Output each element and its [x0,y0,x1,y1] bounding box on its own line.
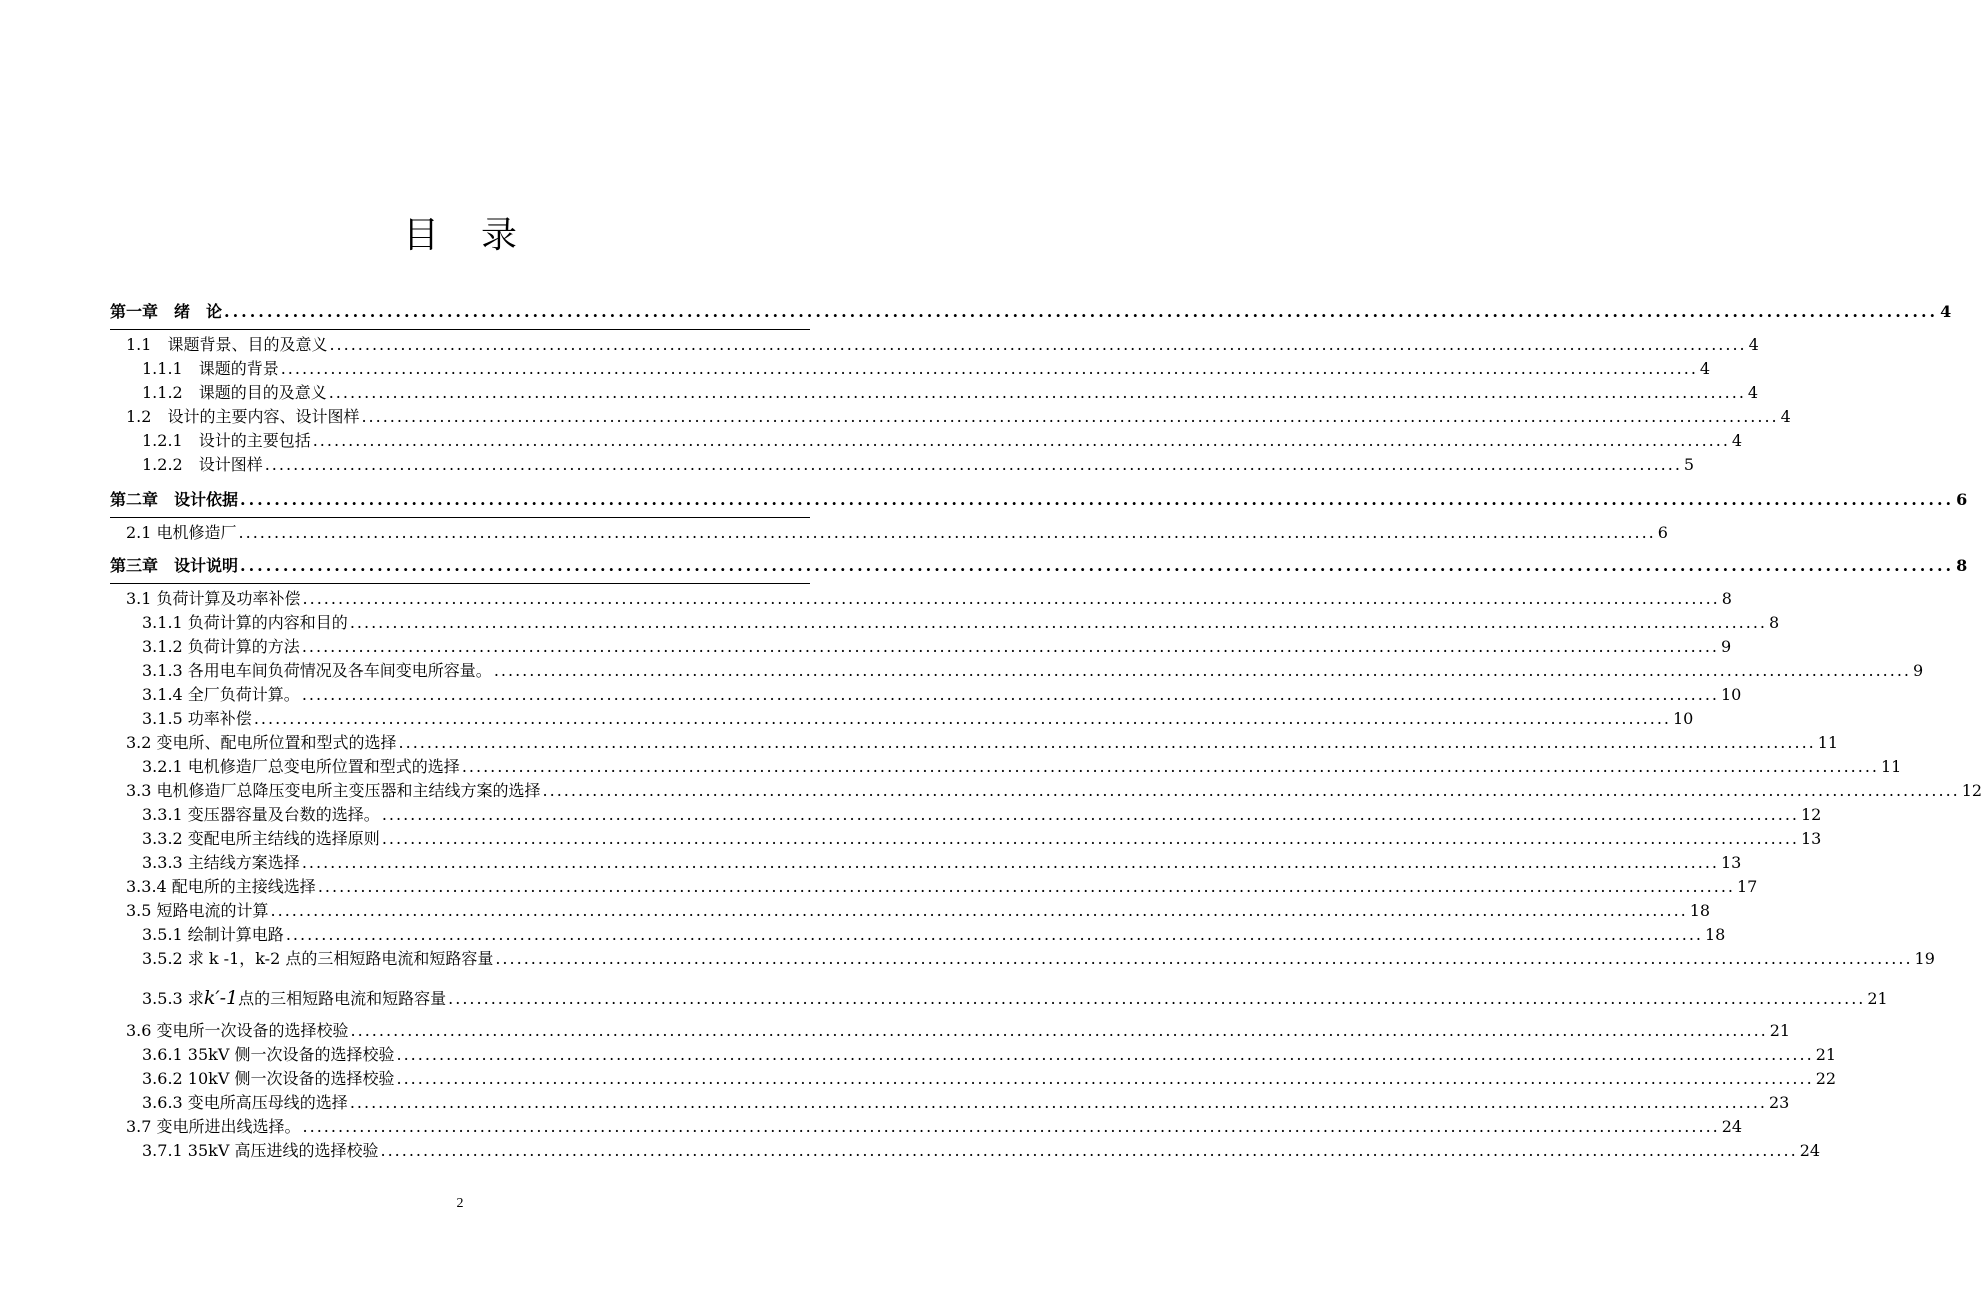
toc-page-number: 23 [1769,1093,1790,1112]
toc-entry-label: 1.2.2 设计图样 [142,455,263,474]
toc-leader: ........................................................................................................................................................................................................ [493,661,1911,680]
toc-entry-label-prefix: 3.5.3 求 [142,989,204,1008]
toc-entry[interactable] [142,661,1924,681]
toc-leader: ........................................................................................................................................................................................................ [312,431,1730,450]
toc-entry[interactable] [142,757,1902,777]
toc-entry[interactable] [142,805,1822,825]
toc-page-number: 4 [1780,407,1791,426]
toc-leader: ........................................................................................................................................................................................................ [253,709,1671,728]
chapter-divider [110,517,810,518]
toc-leader: ........................................................................................................................................................................................................ [329,335,1747,354]
toc-leader: ........................................................................................................................................................................................................ [350,1021,1768,1040]
toc-entry[interactable] [142,987,1888,1009]
toc-leader: ........................................................................................................................................................................................................ [301,637,1719,656]
toc-chapter[interactable] [110,490,1968,510]
toc-page-number: 11 [1881,757,1902,776]
toc-entry[interactable] [142,359,1711,379]
toc-entry[interactable] [142,925,1726,945]
chapter-divider [110,583,810,584]
toc-entry-label: 3.3.1 变压器容量及台数的选择。 [142,805,380,824]
toc-page-number: 17 [1737,877,1758,896]
toc-page-number: 4 [1731,431,1743,450]
toc-entry-label: 3.2 变电所、配电所位置和型式的选择 [126,733,397,752]
toc-entry-label: 3.3 电机修造厂总降压变电所主变压器和主结线方案的选择 [126,781,541,800]
toc-entry-label: 3.1.5 功率补偿 [142,709,252,728]
toc-entry-label: 第三章 设计说明 [110,556,239,575]
toc-page-number: 4 [1748,335,1759,354]
toc-leader: ........................................................................................................................................................................................................ [361,407,1779,426]
toc-entry-label: 3.1 负荷计算及功率补偿 [126,589,301,608]
toc-page-number: 9 [1913,661,1924,680]
toc-entry-label: 3.1.4 全厂负荷计算。 [142,685,300,704]
toc-entry-label: 3.1.1 负荷计算的内容和目的 [142,613,348,632]
toc-leader: ........................................................................................................................................................................................................ [381,805,1799,824]
toc-entry-label: 2.1 电机修造厂 [126,523,237,542]
toc-page-number: 8 [1721,589,1732,608]
toc-page-number: 8 [1956,556,1968,575]
toc-entry[interactable] [142,613,1780,633]
toc-leader: ........................................................................................................................................................................................................ [240,556,1955,575]
toc-entry-label: 3.7 变电所进出线选择。 [126,1117,301,1136]
toc-leader: ........................................................................................................................................................................................................ [328,383,1746,402]
toc-page-number: 4 [1699,359,1711,378]
toc-entry-label: 3.1.2 负荷计算的方法 [142,637,300,656]
toc-entry[interactable] [126,877,1758,897]
toc-page-number: 11 [1817,733,1839,752]
toc-entry[interactable] [142,853,1742,873]
toc-page-number: 13 [1801,829,1822,848]
toc-leader: ........................................................................................................................................................................................................ [270,901,1688,920]
toc-entry[interactable] [126,1021,1791,1041]
toc-page-number: 18 [1689,901,1711,920]
toc-entry-label: 1.1.2 课题的目的及意义 [142,383,327,402]
chapter-divider [110,329,810,330]
toc-leader: ........................................................................................................................................................................................................ [349,613,1767,632]
toc-page-number: 18 [1705,925,1726,944]
toc-entry[interactable] [142,685,1742,705]
toc-leader: ........................................................................................................................................................................................................ [396,1069,1814,1088]
toc-entry[interactable] [142,637,1732,657]
toc-entry-label-suffix: 点的三相短路电流和短路容量 [238,989,447,1008]
toc-entry-label: 第二章 设计依据 [110,490,239,509]
toc-page-number: 10 [1721,685,1742,704]
page-number: 2 [456,1196,464,1211]
toc-entry-label: 3.3.2 变配电所主结线的选择原则 [142,829,380,848]
toc-page-number: 8 [1769,613,1780,632]
toc-leader: ........................................................................................................................................................................................................ [238,523,1656,542]
toc-entry[interactable] [126,523,1668,543]
toc-entry-label: 3.5.1 绘制计算电路 [142,925,284,944]
toc-entry[interactable] [142,829,1822,849]
toc-entry-label: 3.1.3 各用电车间负荷情况及各车间变电所容量。 [142,661,492,680]
toc-page-number: 9 [1721,637,1732,656]
toc-entry-label: 3.5 短路电流的计算 [126,901,269,920]
toc-entry[interactable] [126,589,1732,609]
toc-page-number: 6 [1956,490,1968,509]
toc-entry[interactable] [126,1117,1743,1137]
toc-entry-label: 3.6.2 10kV 侧一次设备的选择校验 [142,1069,395,1088]
toc-page-number: 6 [1657,523,1668,542]
toc-page-number: 21 [1769,1021,1791,1040]
toc-entry[interactable] [142,1045,1837,1065]
toc-leader: ........................................................................................................................................................................................................ [301,853,1719,872]
toc-leader: ........................................................................................................................................................................................................ [302,1117,1720,1136]
toc-entry-math: k′-1 [203,987,239,1009]
toc-leader: ........................................................................................................................................................................................................ [301,685,1719,704]
toc-leader: ........................................................................................................................................................................................................ [285,925,1703,944]
toc-entry-label: 3.6 变电所一次设备的选择校验 [126,1021,349,1040]
toc-entry-label: 3.5.2 求 k -1，k-2 点的三相短路电流和短路容量 [142,949,494,968]
toc-page-number: 4 [1940,302,1952,321]
toc-entry[interactable] [142,1141,1821,1161]
toc-page-number: 12 [1961,781,1982,800]
toc-page-number: 21 [1867,989,1888,1008]
toc-page-number: 10 [1673,709,1694,728]
toc-page-number: 24 [1799,1141,1821,1160]
toc-leader: ........................................................................................................................................................................................................ [396,1045,1814,1064]
toc-entry-label: 3.7.1 35kV 高压进线的选择校验 [142,1141,379,1160]
toc-entry-label: 3.6.3 变电所高压母线的选择 [142,1093,348,1112]
toc-page-number: 22 [1815,1069,1837,1088]
toc-entry-label: 1.2 设计的主要内容、设计图样 [126,407,360,426]
toc-entry-label [142,988,446,1009]
toc-page-number: 4 [1747,383,1759,402]
toc-entry[interactable] [142,431,1743,451]
toc-leader: ........................................................................................................................................................................................................ [542,781,1960,800]
toc-page-number: 12 [1801,805,1822,824]
toc-leader: ........................................................................................................................................................................................................ [398,733,1816,752]
toc-leader: ........................................................................................................................................................................................................ [461,757,1879,776]
toc-page-number: 24 [1721,1117,1743,1136]
toc-leader: ........................................................................................................................................................................................................ [381,829,1799,848]
toc-leader: ........................................................................................................................................................................................................ [280,359,1698,378]
toc-entry-label: 3.3.3 主结线方案选择 [142,853,300,872]
toc-entry[interactable] [126,335,1759,355]
toc-page-number: 19 [1914,949,1935,968]
toc-leader: ........................................................................................................................................................................................................ [302,589,1720,608]
toc-page-number: 21 [1815,1045,1837,1064]
toc-entry[interactable] [142,949,1935,969]
toc-entry[interactable] [126,781,1982,801]
toc-leader: ........................................................................................................................................................................................................ [224,302,1939,321]
toc-entry-label: 3.6.1 35kV 侧一次设备的选择校验 [142,1045,395,1064]
toc-leader: ........................................................................................................................................................................................................ [317,877,1735,896]
toc-entry-label: 第一章 绪 论 [110,302,223,321]
page-title: 目录 [402,215,559,256]
toc-entry[interactable] [126,407,1791,427]
toc-chapter[interactable] [110,302,1952,322]
toc-chapter[interactable] [110,556,1968,576]
toc-entry-label: 1.1.1 课题的背景 [142,359,279,378]
toc-entry[interactable] [142,383,1759,403]
toc-entry[interactable] [142,1093,1790,1113]
toc-entry[interactable] [126,901,1711,921]
toc-leader: ........................................................................................................................................................................................................ [240,490,1955,509]
toc-leader: ........................................................................................................................................................................................................ [448,989,1866,1008]
toc-page-number: 13 [1721,853,1742,872]
toc-entry-label: 1.1 课题背景、目的及意义 [126,335,328,354]
toc-entry-label: 1.2.1 设计的主要包括 [142,431,311,450]
toc-page-number: 5 [1683,455,1695,474]
toc-entry[interactable] [126,733,1839,753]
toc-leader: ........................................................................................................................................................................................................ [380,1141,1798,1160]
toc-entry-label: 3.2.1 电机修造厂总变电所位置和型式的选择 [142,757,460,776]
toc-entry-label: 3.3.4 配电所的主接线选择 [126,877,316,896]
toc-leader: ........................................................................................................................................................................................................ [349,1093,1767,1112]
toc-entry[interactable] [142,709,1694,729]
toc-leader: ........................................................................................................................................................................................................ [264,455,1682,474]
toc-entry[interactable] [142,455,1695,475]
toc-entry[interactable] [142,1069,1837,1089]
toc-leader: ........................................................................................................................................................................................................ [495,949,1913,968]
